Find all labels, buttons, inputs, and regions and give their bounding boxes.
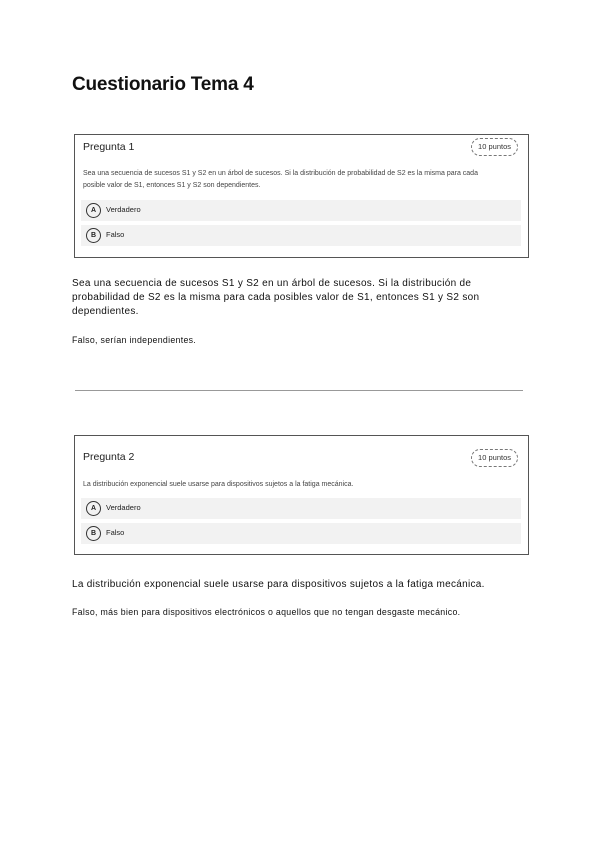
- question-header: [75, 135, 528, 159]
- option-falso[interactable]: [81, 523, 521, 544]
- question-text-line: posible valor de S1, entonces S1 y S2 son dependientes.: [83, 182, 261, 189]
- explanation-line: probabilidad de S2 es la misma para cada posibles valor de S1, entonces S1 y S2 son: [72, 292, 480, 303]
- explanation-paragraph: [72, 578, 532, 592]
- option-falso[interactable]: [81, 225, 521, 246]
- answer-text: Falso, más bien para dispositivos electrónicos o aquellos que no tengan desgaste mecánico.: [72, 607, 461, 617]
- option-letter-icon: B: [86, 228, 101, 243]
- question-card-2: [74, 435, 529, 555]
- points-badge: 10 puntos: [471, 449, 518, 467]
- option-verdadero[interactable]: [81, 498, 521, 519]
- answer-text: Falso, serían independientes.: [72, 335, 197, 345]
- option-label: Falso: [106, 230, 125, 239]
- option-letter-icon: A: [86, 501, 101, 516]
- explanation-line: dependientes.: [72, 306, 139, 317]
- option-label: Verdadero: [106, 503, 141, 512]
- question-title: Pregunta 2: [83, 451, 135, 463]
- divider: [75, 390, 523, 391]
- explanation-paragraph: [72, 277, 532, 319]
- option-letter-icon: B: [86, 526, 101, 541]
- explanation-line: La distribución exponencial suele usarse para dispositivos sujetos a la fatiga mecánica.: [72, 579, 485, 590]
- points-badge: 10 puntos: [471, 138, 518, 156]
- question-text-line: La distribución exponencial suele usarse para dispositivos sujetos a la fatiga mecánica.: [83, 481, 354, 488]
- question-title: Pregunta 1: [83, 141, 135, 153]
- option-label: Verdadero: [106, 205, 141, 214]
- option-verdadero[interactable]: [81, 200, 521, 221]
- page-title: Cuestionario Tema 4: [72, 74, 254, 95]
- option-letter-icon: A: [86, 203, 101, 218]
- question-card-1: [74, 134, 529, 258]
- question-text-line: Sea una secuencia de sucesos S1 y S2 en un árbol de sucesos. Si la distribución de probabilidad de S2 es la misma para cada: [83, 170, 478, 177]
- option-label: Falso: [106, 528, 125, 537]
- explanation-line: Sea una secuencia de sucesos S1 y S2 en un árbol de sucesos. Si la distribución de: [72, 278, 472, 289]
- question-header: [75, 436, 528, 463]
